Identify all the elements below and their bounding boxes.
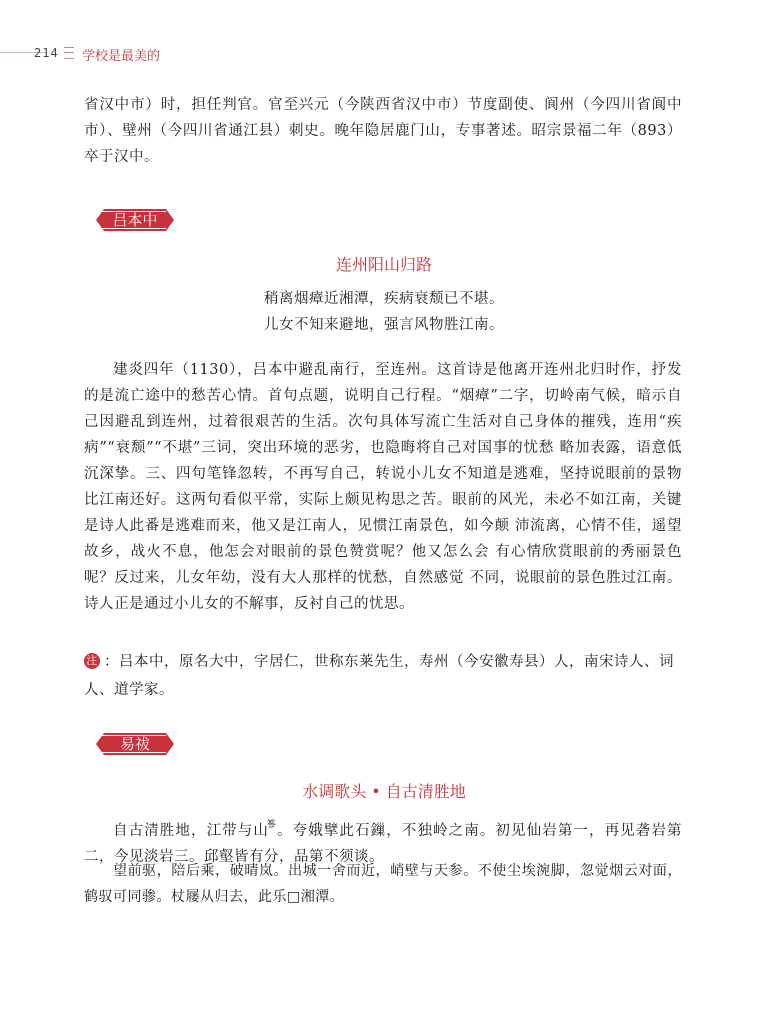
banner-inner-border	[101, 211, 169, 229]
commentary-paragraph: 建炎四年（1130），吕本中避乱南行，至连州。这首诗是他离开连州北归时作，抒发的是流亡途中的愁苦心情。首句点题，说明自己行程。“烟瘴”二字，切岭南气候，暗示自己因避乱到连州，过着很艰苦的生活。次句具体写流亡生活对自己身体的摧残，连用“疾病”“衰颓”“不堪”三词，突出环境的恶劣，也隐晦将自己对国事的忧愁 略加表露，语意低沉深挚。三、四句笔锋忽转，不再写自己，转说小儿女不知道是逃难，坚持说眼前的景物比江南还好。这两句看似平常，实际上颇见构思之苦。眼前的风光，未必不如江南，关键是诗人此番是逃难而来，他又是江南人，见惯江南景色，如今颠 沛流离，心情不佳，遥望故乡，战火不息，他怎会对眼前的景色赞赏呢？他又怎么会 有心情欣赏眼前的秀丽景色呢？反过来，儿女年幼，没有大人那样的忧愁，自然感觉 不同，说眼前的景色胜过江南。诗人正是通过小儿女的不解事，反衬自己的忧思。	[84, 362, 682, 612]
phonetic-annotation: 篸	[266, 820, 278, 830]
banner-label: 吕本中	[112, 211, 158, 229]
header-ornament	[64, 47, 74, 59]
banner-label: 易祓	[119, 735, 150, 753]
banner-inner-border	[101, 735, 169, 753]
note-text: ：吕本中，原名大中，字居仁，世称东莱先生，寿州（今安徽寿县）人，南宋诗人、词人、道学家。	[84, 654, 674, 698]
book-title: 学校是最美的	[82, 49, 161, 64]
author-banner-yi-fu	[104, 733, 166, 755]
poem-title: 连州阳山归路	[335, 255, 432, 274]
intro-paragraph: 省汉中市）时，担任判官。官至兴元（今陕西省汉中市）节度副使、阆州（今四川省阆中市）、壁州（今四川省通江县）刺史。晚年隐居鹿门山，专事著述。昭宗景福二年（893）卒于汉中。	[84, 97, 682, 165]
author-banner-lv-benzhong	[104, 209, 166, 231]
poem-line-2: 儿女不知来避地，强言风物胜江南。	[264, 317, 504, 333]
poem-title: 水调歌头 • 自古清胜地	[302, 782, 466, 801]
stanza-text-b: 。夸娥擘此石鏁，不独岭之南。初见仙岩第一，再见砻岩第二，今见淡岩三。邱壑皆有分，品第不须谈。	[84, 823, 682, 865]
ci-stanza-2: 望前驱，陪后乘，破晴岚。出城一舍而近，峭壁与天参。不使尘埃涴脚，忽觉烟云对面，鹤驭可同骖。杖屦从归去，此乐□湘潭。	[84, 863, 682, 905]
page-number: 214	[34, 46, 59, 60]
author-note	[84, 648, 682, 704]
note-marker-icon: 注	[84, 653, 100, 669]
poem-line-1: 稍离烟瘴近湘潭，疾病衰颓已不堪。	[264, 291, 504, 307]
stanza-text-a: 自古清胜地，江带与山	[113, 823, 269, 839]
